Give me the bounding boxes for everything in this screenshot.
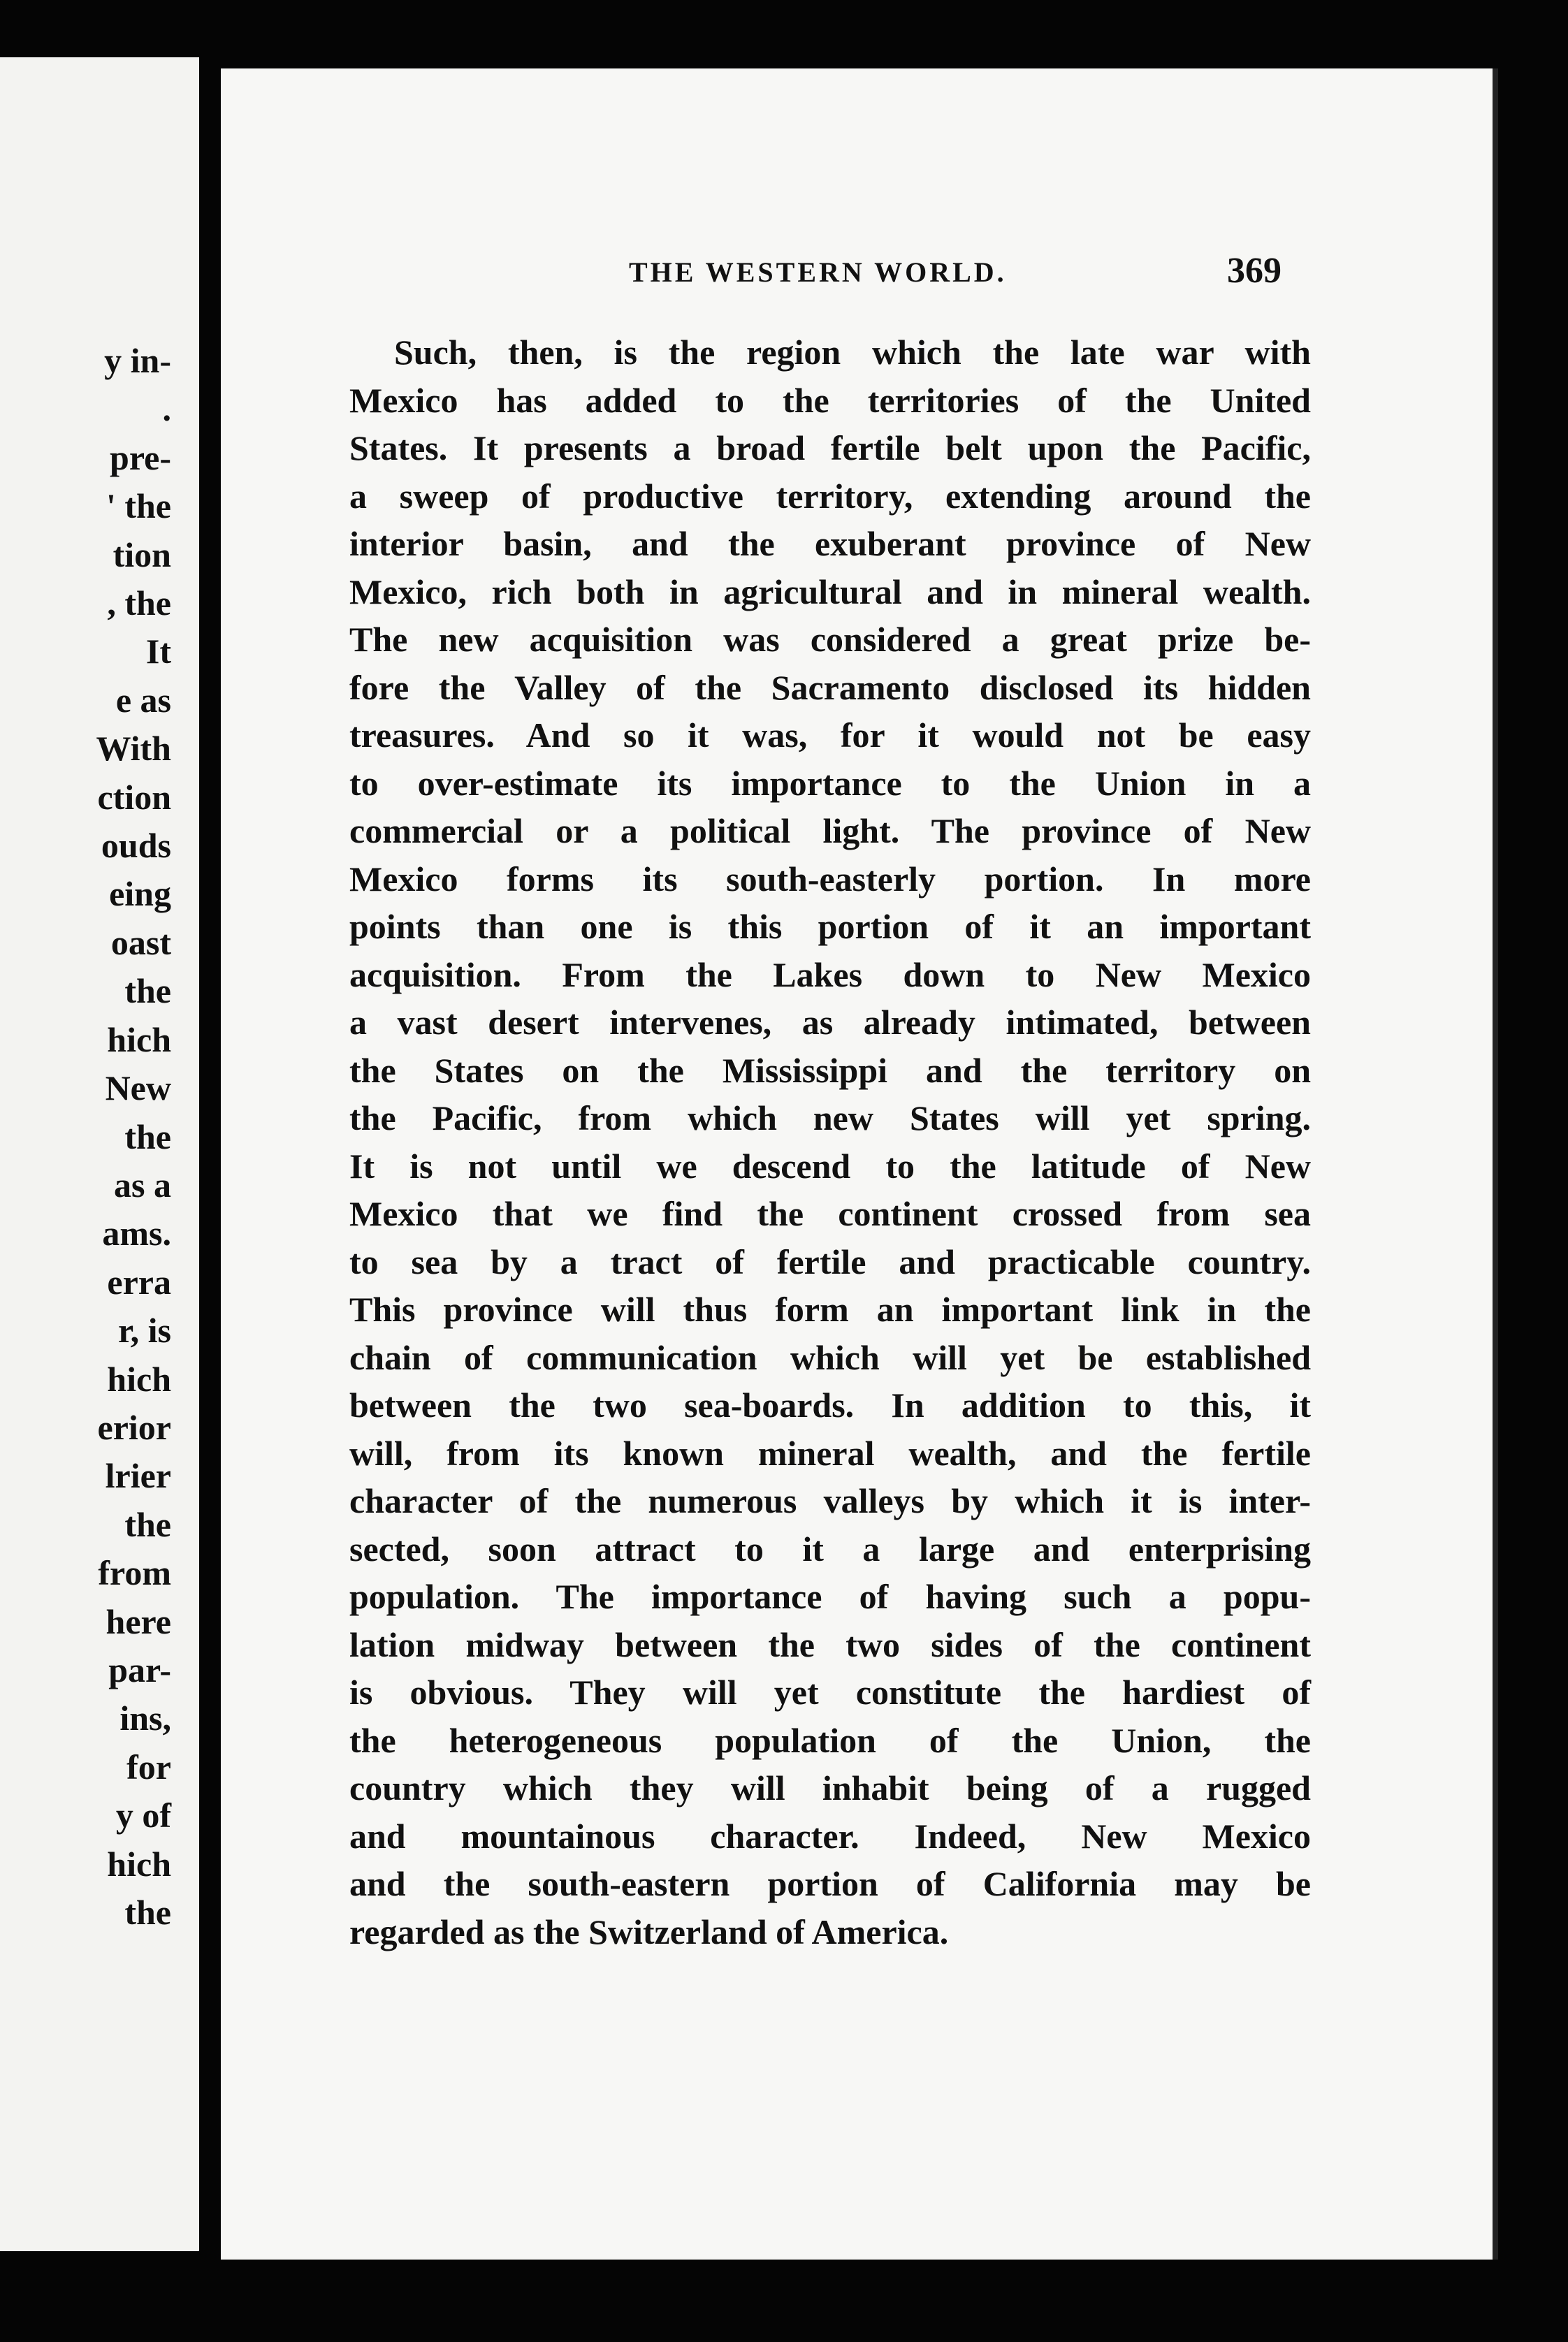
text-line: sected, soon attract to it a large and enterprising (349, 1529, 1311, 1569)
left-page-line: erior (97, 1407, 171, 1447)
text-line: States. It presents a broad fertile belt upon the Pacific, (349, 428, 1311, 467)
text-line: Such, then, is the region which the late war with (394, 333, 1311, 372)
text-line: treasures. And so it was, for it would not be easy (349, 715, 1311, 755)
text-line: acquisition. From the Lakes down to New Mexico (349, 954, 1311, 994)
text-line: will, from its known mineral wealth, and the fertile (349, 1433, 1311, 1473)
text-line: Mexico forms its south-easterly portion. In more (349, 859, 1311, 899)
running-head-title: THE WESTERN WORLD. (629, 256, 1007, 288)
left-page-line: erra (107, 1262, 171, 1302)
text-line: a sweep of productive territory, extending around the (349, 476, 1311, 516)
text-line: lation midway between the two sides of the continent (349, 1624, 1311, 1664)
text-line: population. The importance of having such a popu- (349, 1577, 1311, 1616)
left-page-line: here (106, 1601, 171, 1641)
text-line: It is not until we descend to the latitude of New (349, 1146, 1311, 1186)
book-page (221, 68, 1498, 2260)
text-line: country which they will inhabit being of a rugged (349, 1768, 1311, 1808)
page-number: 369 (1227, 251, 1282, 291)
left-page-line: eing (109, 874, 171, 914)
text-line: Mexico, rich both in agricultural and in mineral wealth. (349, 572, 1311, 611)
left-page-line: ouds (101, 826, 171, 866)
left-page-line: pre- (110, 437, 171, 477)
left-page-line: the (124, 1117, 171, 1156)
running-head (221, 251, 1498, 305)
left-page-line: New (105, 1068, 171, 1108)
text-line: This province will thus form an important link in the (349, 1290, 1311, 1329)
left-page-line: hich (107, 1359, 171, 1399)
text-line: the heterogeneous population of the Union, the (349, 1720, 1311, 1760)
left-page-line: the (124, 1504, 171, 1544)
text-line: commercial or a political light. The province of New (349, 811, 1311, 850)
left-page-line: r, is (118, 1311, 171, 1351)
text-line: the States on the Mississippi and the territory on (349, 1050, 1311, 1090)
text-line: Mexico that we find the continent crossed from sea (349, 1194, 1311, 1233)
text-line: chain of communication which will yet be established (349, 1337, 1311, 1377)
text-line: interior basin, and the exuberant province of New (349, 524, 1311, 563)
left-page-line: . (162, 389, 171, 429)
left-page-line: y in- (104, 341, 171, 380)
left-page-line: ins, (119, 1699, 171, 1738)
left-page-line: oast (110, 922, 171, 962)
text-line: to over-estimate its importance to the Union in a (349, 763, 1311, 803)
text-line: regarded as the Switzerland of America. (349, 1912, 949, 1951)
body-text (349, 328, 1311, 1956)
left-page-line: hich (107, 1019, 171, 1059)
left-page-line: With (96, 729, 171, 769)
left-page-line: e as (115, 680, 171, 720)
left-page-line: ction (97, 777, 171, 817)
left-page-line: tion (112, 534, 171, 574)
left-page-line: hich (107, 1844, 171, 1884)
text-line: a vast desert intervenes, as already intimated, between (349, 1003, 1311, 1042)
left-page-line: lrier (105, 1456, 171, 1496)
text-line: fore the Valley of the Sacramento disclosed its hidden (349, 667, 1311, 707)
left-page-line: for (126, 1747, 171, 1787)
left-page-line: , the (107, 583, 171, 623)
text-line: and mountainous character. Indeed, New Mexico (349, 1816, 1311, 1856)
text-line: the Pacific, from which new States will yet spring. (349, 1098, 1311, 1137)
text-line: points than one is this portion of it an important (349, 907, 1311, 946)
text-line: character of the numerous valleys by which it is inter- (349, 1481, 1311, 1520)
left-page-text (96, 337, 171, 1937)
left-page-line: the (124, 1893, 171, 1932)
left-page-line: It (145, 632, 171, 671)
left-page-line: y of (115, 1796, 171, 1835)
text-line: to sea by a tract of fertile and practicable country. (349, 1242, 1311, 1281)
text-line: The new acquisition was considered a great prize be- (349, 620, 1311, 659)
left-page-line: from (98, 1553, 171, 1593)
text-line: and the south-eastern portion of California may be (349, 1864, 1311, 1903)
left-page-line: ' the (106, 486, 171, 526)
left-page-line: as a (114, 1165, 171, 1205)
text-line: between the two sea-boards. In addition to this, it (349, 1385, 1311, 1425)
left-facing-page (0, 57, 199, 2251)
text-line: is obvious. They will yet constitute the hardiest of (349, 1673, 1311, 1712)
left-page-line: ams. (102, 1214, 171, 1253)
left-page-line: the (124, 971, 171, 1011)
left-page-line: par- (108, 1650, 171, 1689)
text-line: Mexico has added to the territories of the United (349, 380, 1311, 420)
